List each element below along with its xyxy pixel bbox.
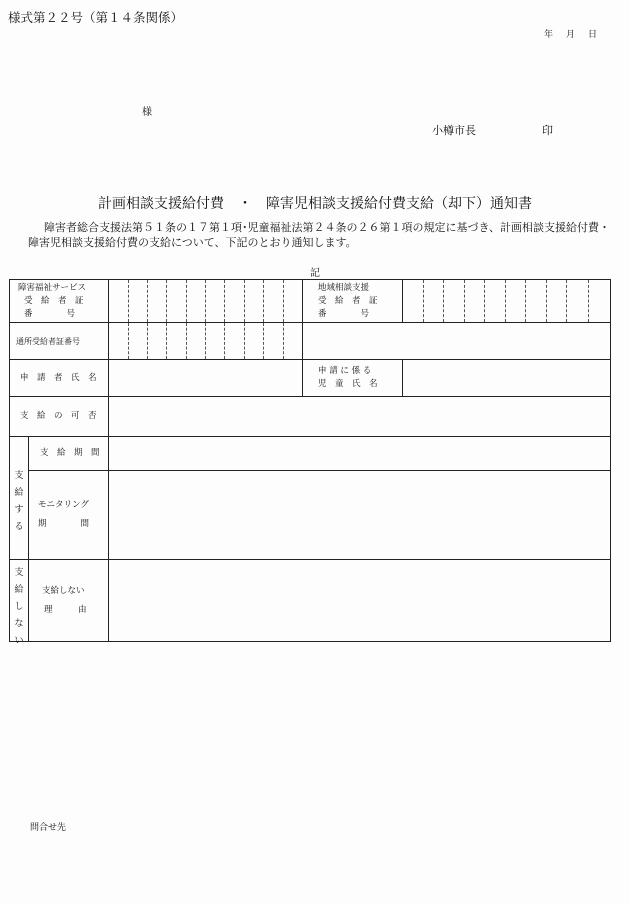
addressee-suffix: 様 <box>142 107 152 118</box>
approval-label: 支 給 の 可 否 <box>20 411 97 421</box>
child-label: 申 請 に 係 る 児 童 氏 名 <box>318 366 378 389</box>
table-border <box>610 279 611 642</box>
period-label: 支 給 期 間 <box>40 448 100 458</box>
issuer-name: 小樽市長 <box>432 124 476 137</box>
monitoring-label: モニタリング 期 間 <box>38 500 90 529</box>
notice-body: 障害者総合支援法第５１条の１７第１項･児童福祉法第２４条の２６第１項の規定に基づき、計画相談支援給付費・障害児相談支援給付費の支給について、下記のとおり通知します。 <box>28 221 611 249</box>
table-rule <box>402 279 403 323</box>
table-rule <box>28 470 611 471</box>
deny-group-label: 支給しない <box>14 568 24 646</box>
applicant-label: 申 請 者 氏 名 <box>20 372 97 383</box>
seal-mark: 印 <box>542 124 553 137</box>
date-field: 年 月 日 <box>544 30 600 40</box>
community-cert-label: 地域相談支援 受 給 者 証 番 号 <box>318 283 378 319</box>
table-border <box>9 279 10 642</box>
document-title: 計画相談支援給付費 ・ 障害児相談支援給付費支給（却下）通知書 <box>98 196 532 212</box>
inquiry-label: 問合せ先 <box>30 823 67 833</box>
table-rule <box>302 279 303 397</box>
welfare-cert-label: 障害福祉サービス 受 給 者 証 番 号 <box>18 283 87 319</box>
table-border <box>9 279 611 280</box>
table-rule <box>28 436 29 642</box>
ki-marker: 記 <box>310 268 320 279</box>
table-rule <box>402 359 403 397</box>
grant-group-label: 支給する <box>14 471 24 532</box>
table-rule <box>108 279 109 642</box>
day-cert-label: 通所受給者証番号 <box>16 336 80 346</box>
reason-label: 支給しない 理 由 <box>42 585 87 615</box>
form-number: 様式第２２号（第１４条関係） <box>8 10 184 25</box>
table-border <box>9 641 611 642</box>
